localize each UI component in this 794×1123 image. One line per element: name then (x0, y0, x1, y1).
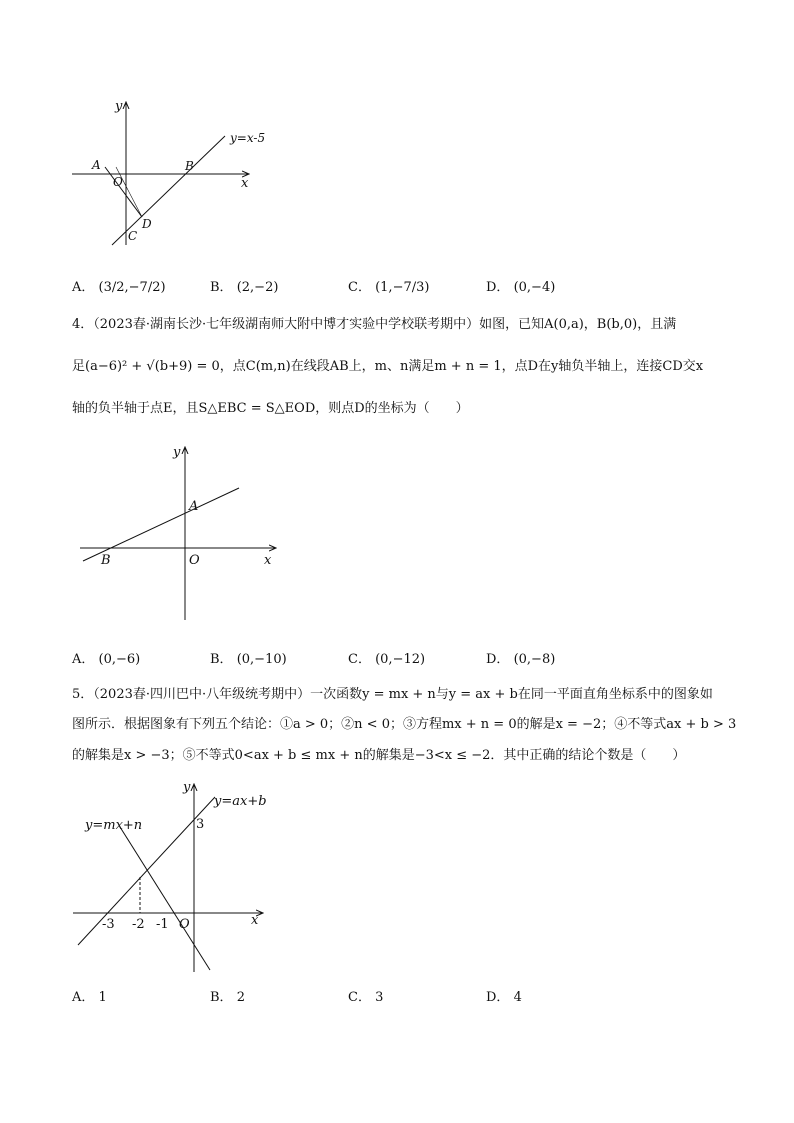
q5-option-d-letter: D． (486, 990, 510, 1005)
q5-option-b-value: 2 (236, 990, 245, 1005)
q4-option-c-letter: C． (348, 652, 371, 667)
q3-label-c: C (128, 229, 138, 243)
q3-label-d: D (142, 217, 152, 231)
q3-label-b: B (185, 159, 194, 173)
q5-option-b-letter: B． (210, 990, 233, 1005)
q3-option-b-value: (2,−2) (236, 280, 279, 295)
q4-option-d-value: (0,−8) (513, 652, 556, 667)
q3-option-c[interactable] (348, 276, 429, 295)
q3-option-d[interactable] (486, 276, 555, 295)
q3-label-line: y=x-5 (230, 131, 266, 145)
q3-option-b[interactable] (210, 276, 278, 295)
q3-label-x: x (241, 176, 249, 191)
q4-option-c[interactable] (348, 648, 425, 667)
q4-option-a-letter: A． (72, 652, 95, 667)
q3-option-a-letter: A． (72, 280, 95, 295)
q3-option-a[interactable] (72, 276, 166, 295)
q3-label-y: y (115, 99, 123, 114)
q4-label-y: y (173, 445, 181, 460)
q5-figure (70, 775, 270, 975)
q4-option-b[interactable] (210, 648, 287, 667)
q3-option-c-letter: C． (348, 280, 371, 295)
q5-option-d-value: 4 (513, 990, 522, 1005)
q5-option-b[interactable] (210, 986, 245, 1005)
q5-tick-m2: -2 (132, 917, 145, 932)
q4-option-b-value: (0,−10) (236, 652, 287, 667)
q4-figure (75, 440, 295, 630)
q4-option-d[interactable] (486, 648, 555, 667)
q5-option-c[interactable] (348, 986, 383, 1005)
q4-line-3: 轴的负半轴于点E，且S△EBC = S△EOD，则点D的坐标为（ ） (72, 401, 469, 416)
q5-label-3: 3 (196, 817, 205, 832)
q5-label-x: x (251, 913, 259, 928)
q5-label-y: y (183, 780, 191, 795)
q5-tick-m1: -1 (156, 917, 169, 932)
q4-line-1: 4．（2023春·湖南长沙·七年级湖南师大附中博才实验中学校联考期中）如图，已知A(0,a)，B(b,0)，且满 (72, 317, 677, 332)
q3-option-a-value: (3/2,−7/2) (98, 280, 166, 295)
q3-option-d-value: (0,−4) (513, 280, 556, 295)
q4-label-o: O (189, 553, 200, 568)
q4-option-c-value: (0,−12) (375, 652, 426, 667)
q5-label-line1: y=ax+b (214, 794, 267, 809)
q5-option-c-letter: C． (348, 990, 371, 1005)
q4-option-a-value: (0,−6) (98, 652, 141, 667)
q5-label-o: O (179, 917, 190, 932)
q3-label-o: O (113, 175, 123, 189)
q4-option-b-letter: B． (210, 652, 233, 667)
q4-label-a: A (189, 499, 199, 514)
q4-label-x: x (264, 553, 272, 568)
q4-label-b: B (101, 553, 111, 568)
q4-line-ab (83, 488, 239, 561)
q5-option-a-letter: A． (72, 990, 95, 1005)
q3-option-d-letter: D． (486, 280, 510, 295)
q5-line-1: 5．（2023春·四川巴中·八年级统考期中）一次函数y = mx + n与y = ax + b在同一平面直角坐标系中的图象如 (72, 687, 713, 702)
q5-tick-m3: -3 (102, 917, 115, 932)
q4-option-a[interactable] (72, 648, 140, 667)
q3-option-c-value: (1,−7/3) (375, 280, 430, 295)
q5-line-3: 的解集是x > −3；⑤不等式0<ax + b ≤ mx + n的解集是−3<x ≤ −2．其中正确的结论个数是（ ） (72, 748, 686, 763)
q5-label-line2: y=mx+n (85, 818, 143, 833)
q4-option-d-letter: D． (486, 652, 510, 667)
q5-option-c-value: 3 (375, 990, 384, 1005)
q5-line-mx-n (120, 827, 210, 970)
q3-option-b-letter: B． (210, 280, 233, 295)
q5-option-d[interactable] (486, 986, 522, 1005)
q3-figure (60, 95, 290, 255)
q3-label-a: A (92, 158, 101, 172)
q5-option-a-value: 1 (98, 990, 107, 1005)
q5-option-a[interactable] (72, 986, 107, 1005)
q5-line-2: 图所示．根据图象有下列五个结论：①a > 0；②n < 0；③方程mx + n = 0的解是x = −2；④不等式ax + b > 3 (72, 717, 737, 732)
q4-line-2: 足(a−6)² + √(b+9) = 0，点C(m,n)在线段AB上，m、n满足m + n = 1，点D在y轴负半轴上，连接CD交x (72, 359, 704, 374)
